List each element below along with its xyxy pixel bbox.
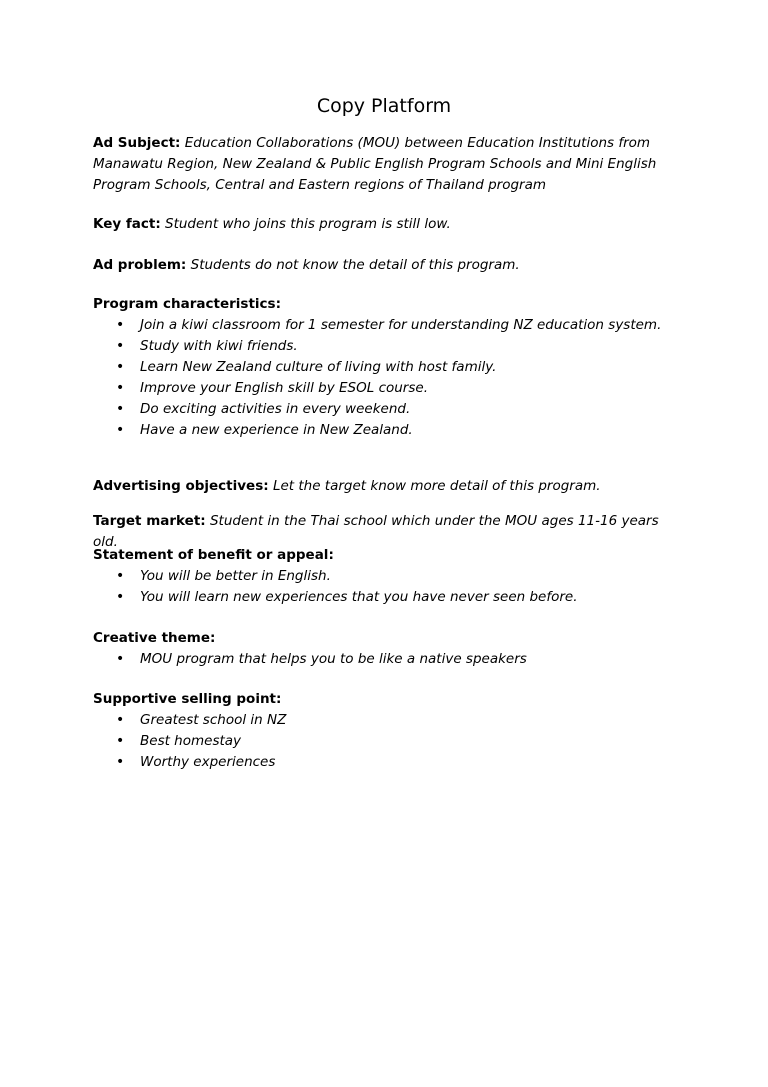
statement-of-benefit-list xyxy=(93,566,683,608)
ad-subject-value: Education Collaborations (MOU) between Education Institutions from Manawatu Region, New Zealand & Public English Program Schools and Mini English Program Schools, Central and Eastern regions of Thailand program xyxy=(93,135,657,193)
bullet-icon: • xyxy=(116,338,125,354)
target-market-value: Student in the Thai school which under the MOU ages 11-16 years old. xyxy=(93,513,659,550)
list-item xyxy=(93,420,683,441)
list-item xyxy=(93,357,683,378)
advertising-objectives-label: Advertising objectives: xyxy=(93,478,269,494)
list-item-text: Do exciting activities in every weekend. xyxy=(140,401,411,417)
bullet-icon: • xyxy=(116,380,125,396)
bullet-icon: • xyxy=(116,754,125,770)
bullet-icon: • xyxy=(116,651,125,667)
ad-problem-label: Ad problem: xyxy=(93,257,187,273)
bullet-icon: • xyxy=(116,712,125,728)
list-item-text: Improve your English skill by ESOL course. xyxy=(140,380,428,396)
key-fact-paragraph xyxy=(93,214,683,235)
list-item-text: MOU program that helps you to be like a native speakers xyxy=(140,651,527,667)
bullet-icon: • xyxy=(116,317,125,333)
page-title: Copy Platform xyxy=(316,95,452,117)
bullet-icon: • xyxy=(116,422,125,438)
key-fact-label: Key fact: xyxy=(93,216,161,232)
list-item-text: Learn New Zealand culture of living with host family. xyxy=(140,359,497,375)
list-item xyxy=(93,752,683,773)
list-item xyxy=(93,649,683,670)
statement-of-benefit-section xyxy=(93,545,683,608)
list-item-text: Join a kiwi classroom for 1 semester for understanding NZ education system. xyxy=(140,317,662,333)
list-item-text: Study with kiwi friends. xyxy=(140,338,298,354)
program-characteristics-heading: Program characteristics: xyxy=(93,296,281,312)
list-item xyxy=(93,378,683,399)
list-item-text: You will learn new experiences that you have never seen before. xyxy=(140,589,578,605)
advertising-objectives-paragraph xyxy=(93,476,683,497)
supportive-selling-point-section xyxy=(93,689,683,773)
list-item-text: Greatest school in NZ xyxy=(140,712,287,728)
creative-theme-list xyxy=(93,649,683,670)
program-characteristics-section xyxy=(93,294,683,441)
list-item-text: Best homestay xyxy=(140,733,242,749)
list-item xyxy=(93,399,683,420)
list-item-text: Have a new experience in New Zealand. xyxy=(140,422,413,438)
creative-theme-heading: Creative theme: xyxy=(93,630,216,646)
list-item-text: Worthy experiences xyxy=(140,754,276,770)
list-item xyxy=(93,315,683,336)
ad-subject-paragraph xyxy=(93,133,683,196)
bullet-icon: • xyxy=(116,589,125,605)
list-item-text: You will be better in English. xyxy=(140,568,331,584)
ad-subject-label: Ad Subject: xyxy=(93,135,181,151)
program-characteristics-list xyxy=(93,315,683,441)
target-market-label: Target market: xyxy=(93,513,206,529)
list-item xyxy=(93,710,683,731)
bullet-icon: • xyxy=(116,401,125,417)
ad-problem-paragraph xyxy=(93,255,683,276)
supportive-selling-point-heading: Supportive selling point: xyxy=(93,691,282,707)
bullet-icon: • xyxy=(116,568,125,584)
list-item xyxy=(93,731,683,752)
bullet-icon: • xyxy=(116,359,125,375)
list-item xyxy=(93,336,683,357)
bullet-icon: • xyxy=(116,733,125,749)
list-item xyxy=(93,566,683,587)
supportive-selling-point-list xyxy=(93,710,683,773)
key-fact-value: Student who joins this program is still low. xyxy=(165,216,451,232)
ad-problem-value: Students do not know the detail of this program. xyxy=(190,257,520,273)
advertising-objectives-value: Let the target know more detail of this program. xyxy=(272,478,601,494)
creative-theme-section xyxy=(93,628,683,670)
list-item xyxy=(93,587,683,608)
statement-of-benefit-heading: Statement of benefit or appeal: xyxy=(93,547,334,563)
